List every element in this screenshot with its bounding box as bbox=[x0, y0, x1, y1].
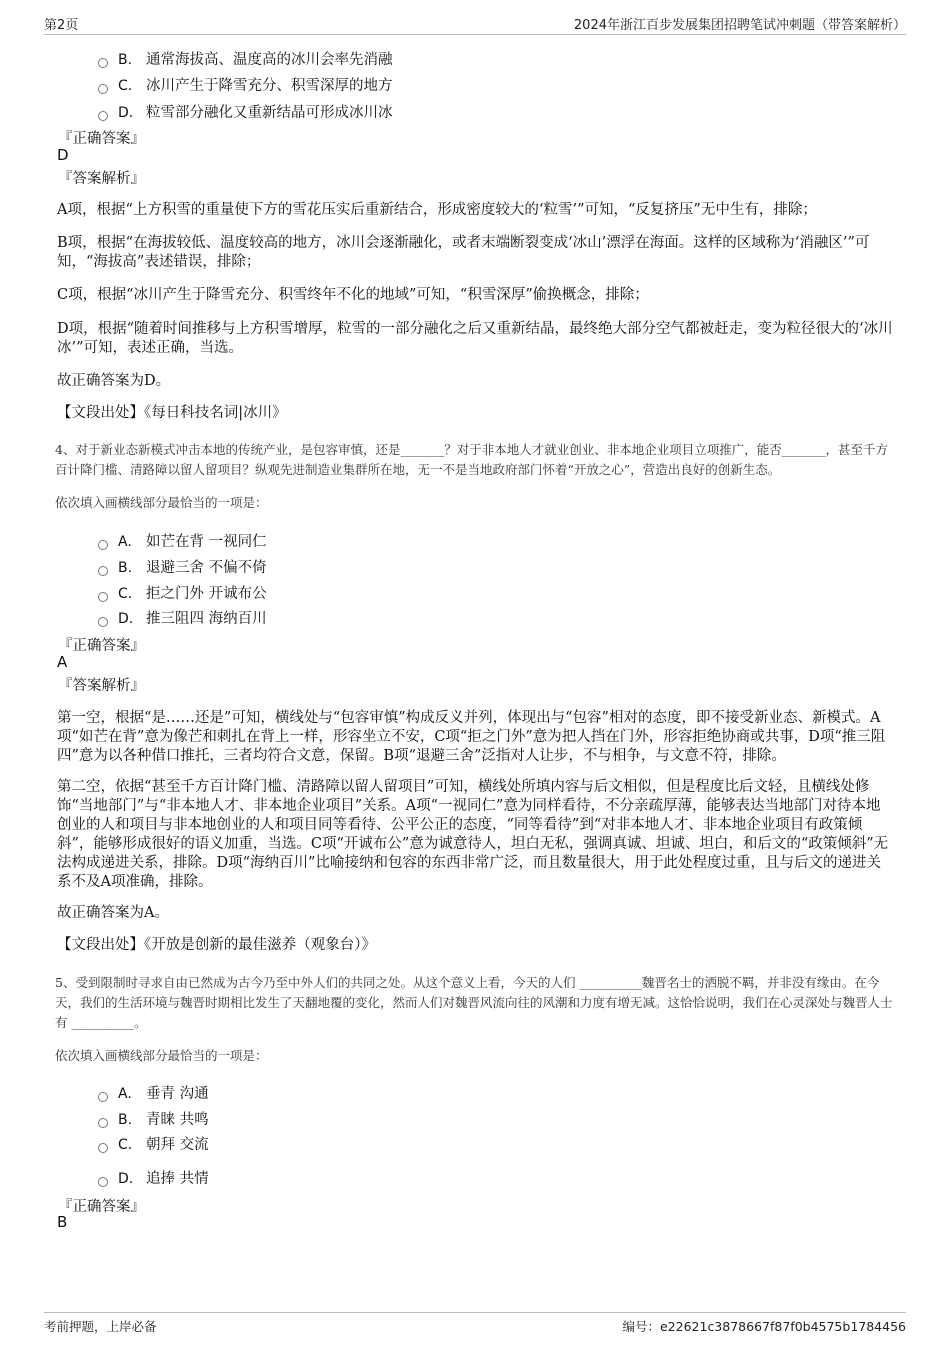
document-id: 编号：e22621c3878667f87f0b4575b1784456 bbox=[622, 1319, 906, 1334]
q5-answer-label: 『正确答案』 bbox=[58, 1199, 145, 1215]
q3-option-c[interactable]: C. 冰川产生于降雪充分、积雪深厚的地方 bbox=[98, 74, 393, 95]
q4-stem: 4、对于新业态新模式冲击本地的传统产业，是包容审慎，还是_______？对于非本地人才就业创业、非本地企业项目立项推广，能否_______，甚至千方百计降门槛、清路障以留人留项目？纵观先进制造业集群所在地，无一不是当地政府部门怀着“开放之心”，营造出良好的创新生态。 bbox=[55, 442, 888, 477]
q4-analysis-second-blank: 第二空，依据“甚至千方百计降门槛、清路障以留人留项目”可知，横线处所填内容与后文相似，但是程度比后文轻，且横线处修饰“当地部门”与“非本地人才、非本地企业项目”关系。A项“一视同仁”意为同样看待，不分亲疏厚薄，能够表达当地部门对待本地创业的人和项目与非本地创业的人和项目同等看待、公平公正的态度，“同等看待”到“对非本地人才、非本地企业项目有政策倾斜”，能够形成很好的语义加重，当选。C项“开诚布公”意为诚意待人，坦白无私，强调真诚、坦诚、坦白，和后文的“政策倾斜”无法构成递进关系，排除。D项“海纳百川”比喻接纳和包容的东西非常广泛，而且数量很大，用于此处程度过重，且与后文的递进关系不及A项准确，排除。 bbox=[57, 779, 889, 890]
q4-option-d[interactable]: D. 推三阻四 海纳百川 bbox=[98, 607, 267, 628]
q3-analysis-d: D项，根据“随着时间推移与上方积雪增厚，粒雪的一部分融化之后又重新结晶，最终绝大部分空气都被赶走，变为粒径很大的‘冰川冰’”可知，表述正确，当选。 bbox=[57, 321, 893, 356]
page-header bbox=[44, 12, 906, 35]
radio-icon[interactable] bbox=[98, 111, 108, 121]
q4-source: 【文段出处】《开放是创新的最佳滋养（观象台）》 bbox=[57, 937, 376, 953]
q4-analysis-label: 『答案解析』 bbox=[58, 678, 145, 694]
q3-option-d[interactable]: D. 粒雪部分融化又重新结晶可形成冰川冰 bbox=[98, 101, 393, 122]
q4-option-b[interactable]: B. 退避三舍 不偏不倚 bbox=[98, 556, 267, 577]
q4-option-a[interactable]: A. 如芒在背 一视同仁 bbox=[98, 530, 267, 551]
q3-conclusion: 故正确答案为D。 bbox=[57, 373, 171, 389]
q5-prompt: 依次填入画横线部分最恰当的一项是： bbox=[55, 1048, 268, 1063]
q4-option-c[interactable]: C. 拒之门外 开诚布公 bbox=[98, 582, 267, 603]
q3-analysis-label: 『答案解析』 bbox=[58, 171, 145, 187]
q5-option-d[interactable]: D. 追捧 共情 bbox=[98, 1167, 209, 1188]
q4-analysis-first-blank: 第一空，根据“是……还是”可知，横线处与“包容审慎”构成反义并列，体现出与“包容”相对的态度，即不接受新业态、新模式。A项“如芒在背”意为像芒和刺扎在背上一样，形容坐立不安，C项“拒之门外”意为把人挡在门外，形容拒绝协商或共事，D项“推三阻四”意为以各种借口推托，三者均符合文意，保留。B项“退避三舍”泛指对人让步，不与相争，与文意不符，排除。 bbox=[57, 710, 886, 764]
q3-analysis-c: C项，根据“冰川产生于降雪充分、积雪终年不化的地域”可知，“积雪深厚”偷换概念，排除； bbox=[57, 287, 649, 303]
q5-option-b[interactable]: B. 青睐 共鸣 bbox=[98, 1108, 209, 1129]
q4-prompt: 依次填入画横线部分最恰当的一项是： bbox=[55, 495, 268, 510]
radio-icon[interactable] bbox=[98, 84, 108, 94]
q5-stem: 5、受到限制时寻求自由已然成为古今乃至中外人们的共同之处。从这个意义上看，今天的人们 __________魏晋名士的洒脱不羁，并非没有缘由。在今天，我们的生活环境与魏晋时期相比发生了天翻地覆的变化，然而人们对魏晋风流向往的风潮和力度有增无减。这恰恰说明，我们在心灵深处与魏晋人士有 __________。 bbox=[55, 975, 893, 1030]
q4-answer-label: 『正确答案』 bbox=[58, 638, 145, 654]
radio-icon[interactable] bbox=[98, 1118, 108, 1128]
q3-analysis-b: B项，根据“在海拔较低、温度较高的地方，冰川会逐渐融化，或者末端断裂变成‘冰山’漂浮在海面。这样的区域称为‘消融区’”可知，“海拔高”表述错误，排除； bbox=[57, 235, 870, 270]
radio-icon[interactable] bbox=[98, 58, 108, 68]
radio-icon[interactable] bbox=[98, 540, 108, 550]
radio-icon[interactable] bbox=[98, 1143, 108, 1153]
footer-slogan: 考前押题，上岸必备 bbox=[44, 1319, 157, 1334]
radio-icon[interactable] bbox=[98, 617, 108, 627]
q4-conclusion: 故正确答案为A。 bbox=[57, 905, 169, 921]
radio-icon[interactable] bbox=[98, 566, 108, 576]
q3-source: 【文段出处】《每日科技名词|冰川》 bbox=[57, 405, 287, 421]
radio-icon[interactable] bbox=[98, 592, 108, 602]
q5-answer: B bbox=[57, 1213, 68, 1231]
document-title: 2024年浙江百步发展集团招聘笔试冲刺题（带答案解析） bbox=[573, 18, 906, 33]
q3-answer-label: 『正确答案』 bbox=[58, 131, 145, 147]
q3-analysis-a: A项，根据“上方积雪的重量使下方的雪花压实后重新结合，形成密度较大的‘粒雪’”可知，“反复挤压”无中生有，排除； bbox=[57, 202, 817, 218]
q4-answer: A bbox=[57, 653, 68, 671]
q3-option-b[interactable]: B. 通常海拔高、温度高的冰川会率先消融 bbox=[98, 48, 393, 69]
radio-icon[interactable] bbox=[98, 1092, 108, 1102]
page-number: 第2页 bbox=[44, 18, 79, 33]
q5-option-c[interactable]: C. 朝拜 交流 bbox=[98, 1133, 209, 1154]
page-footer bbox=[44, 1312, 906, 1339]
radio-icon[interactable] bbox=[98, 1177, 108, 1187]
q5-option-a[interactable]: A. 垂青 沟通 bbox=[98, 1082, 209, 1103]
q3-answer: D bbox=[57, 146, 69, 164]
